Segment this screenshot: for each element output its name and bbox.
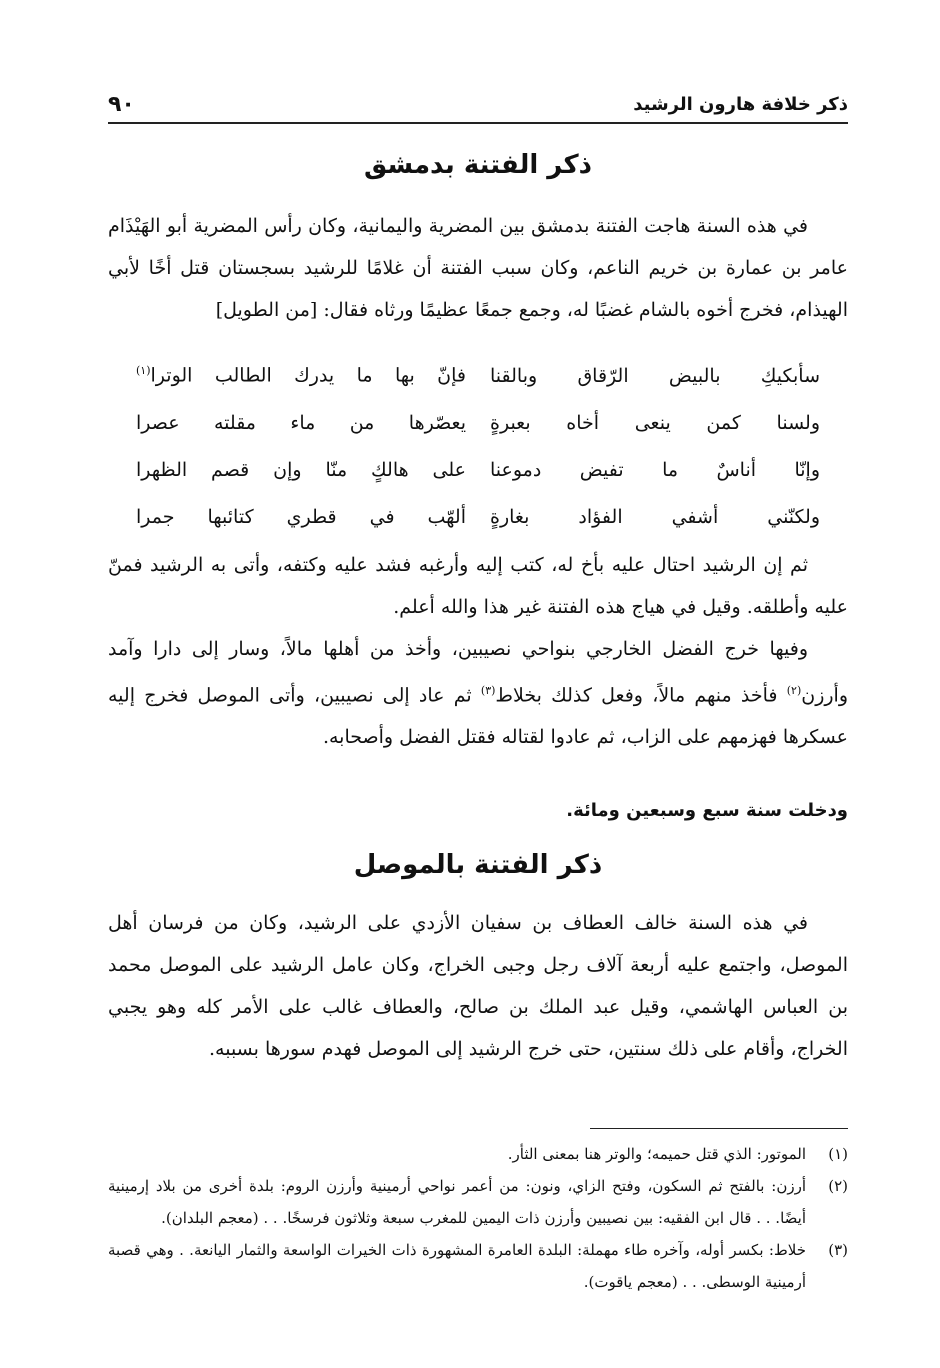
footnote bbox=[108, 1170, 848, 1234]
footnote-number: (٣) bbox=[828, 1241, 848, 1259]
verse-line bbox=[108, 493, 848, 540]
verse-first-hemistich: سأبكيكِ بالبيض الرّقاق وبالقنا bbox=[490, 364, 820, 387]
verse-second-hemistich: على هالكٍ منّا وإن قصم الظهرا bbox=[136, 458, 466, 481]
running-header bbox=[108, 86, 848, 124]
paragraph-text: فأخذ منهم مالاً، وفعل كذلك بخلاط bbox=[495, 684, 787, 707]
verse-second-hemistich: يعصّرها من ماء مقلته عصرا bbox=[136, 411, 466, 434]
running-title: ذكر خلافة هارون الرشيد bbox=[633, 93, 848, 115]
footnote-ref: (٢) bbox=[786, 684, 802, 697]
paragraph-rashid: ثم إن الرشيد احتال عليه بأخ له، كتب إليه وأرغبه فشد عليه وكتفه، وأتى به الرشيد فمنّ عليه وأطلقه. وقيل في هياج هذه الفتنة غير هذا والله أعلم. bbox=[108, 554, 848, 618]
verse-first-hemistich: ولكنّني أشفي الفؤاد بغارةٍ bbox=[490, 505, 820, 528]
page-number: ٩٠ bbox=[108, 91, 135, 117]
verse-second-hemistich bbox=[108, 364, 466, 386]
paragraph-mosul: في هذه السنة خالف العطاف بن سفيان الأزدي على الرشيد، وكان من فرسان أهل الموصل، واجتمع عليه أربعة آلاف رجل وجبى الخراج، وكان عامل الرشيد على الموصل محمد بن العباس الهاشمي، وقيل عبد الملك بن صالح، والعطاف غالب على الأمر كله وهو يجبي الخراج، وأقام على ذلك سنتين، حتى خرج الرشيد إلى الموصل فهدم سورها بسببه. bbox=[108, 912, 848, 1060]
footnote-divider bbox=[590, 1128, 848, 1129]
footnote-text: أرزن: بالفتح ثم السكون، وفتح الزاي، ونون: من أعمر نواحي أرمينية وأرزن الروم: بلدة أخرى من بلاد إرمينية أيضًا. . . قال ابن الفقيه: بين نصيبين وأرزن ذات اليمين للمغرب سبعة وثلاثون فرسخًا. . . (معجم البلدان). bbox=[108, 1177, 806, 1227]
year-line: ودخلت سنة سبع وسبعين ومائة. bbox=[566, 800, 848, 821]
verse-first-hemistich: وإنّا أناسٌ ما تفيض دموعنا bbox=[490, 458, 820, 481]
footnote-ref: (١) bbox=[136, 364, 151, 378]
footnote-number: (٢) bbox=[828, 1177, 848, 1195]
section-heading-mosul: ذكر الفتنة بالموصل bbox=[353, 850, 603, 880]
footnote-ref: (٣) bbox=[480, 684, 496, 697]
footnote bbox=[108, 1138, 848, 1170]
verse-first-hemistich: ولسنا كمن ينعى أخاه بعبرةٍ bbox=[490, 411, 820, 434]
paragraph-text: وفيها خرج الفضل الخارجي بنواحي نصيبين، وأخذ من أهلها مالاً، وسار إلى دارا وآمد وأرزن bbox=[108, 638, 849, 707]
verse-text: فإنّ بها ما يدرك الطالب الوترا bbox=[150, 364, 466, 387]
verse-line bbox=[108, 446, 848, 493]
paragraph-damascus-intro: في هذه السنة هاجت الفتنة بدمشق بين المضرية واليمانية، وكان رأس المضرية أبو الهَيْذَام عامر بن عمارة بن خريم الناعم، وكان سبب الفتنة أن غلامًا للرشيد بسجستان قتل أخًا لأبي الهيذام، فخرج أخوه بالشام غضبًا له، وجمع جمعًا عظيمًا ورثاه فقال: [من الطويل] bbox=[108, 215, 848, 321]
footnote-text: الموتور: الذي قتل حميمه؛ والوتر هنا بمعنى الثأر. bbox=[507, 1145, 806, 1163]
footnote bbox=[108, 1234, 848, 1298]
footnote-number: (١) bbox=[828, 1145, 848, 1163]
paragraph-text: ثم عاد إلى نصيبين، وأتى الموصل فخرج إليه عسكرها فهزمهم على الزاب، ثم عادوا لقتاله فقتل الفضل وأصحابه. bbox=[108, 684, 848, 749]
verse-second-hemistich: ألهّب في قطري كتائبها جمرا bbox=[136, 505, 466, 528]
footnotes bbox=[108, 1138, 848, 1298]
poem bbox=[108, 352, 848, 542]
footnote-text: خلاط: بكسر أوله، وآخره طاء مهملة: البلدة العامرة المشهورة ذات الخيرات الواسعة والثمار اليانعة. . وهي قصبة أرمينية الوسطى. . . (معجم ياقوت). bbox=[108, 1241, 806, 1291]
verse-line bbox=[108, 399, 848, 446]
verse-line bbox=[108, 352, 848, 399]
paragraph-fadl bbox=[108, 628, 848, 758]
section-heading-damascus: ذكر الفتنة بدمشق bbox=[364, 150, 592, 180]
